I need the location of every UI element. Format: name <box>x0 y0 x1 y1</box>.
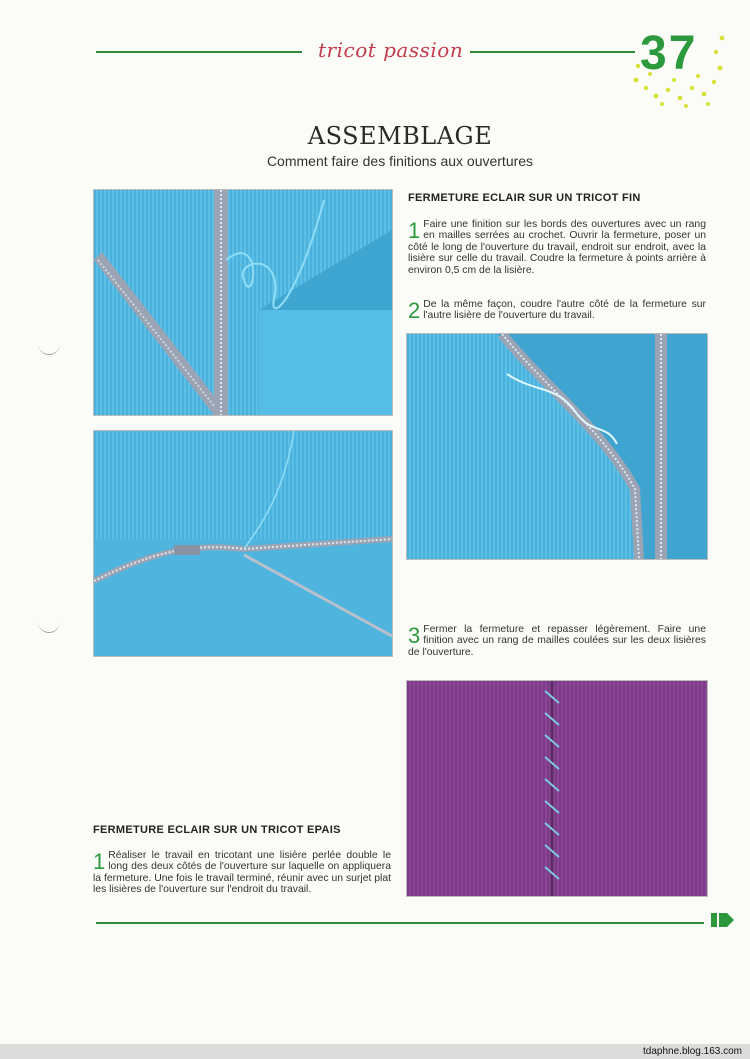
step-fin-2 <box>408 299 706 322</box>
page-number: 37 <box>640 27 698 80</box>
header-rule-right <box>470 51 635 53</box>
step-text: Faire une finition sur les bords des ouvertures avec un rang en mailles serrées au crochet. Ouvrir la fermeture, poser un côté le long de l'ouverture du travail, endroit sur endroit, avec la lisière sur celle du travail. Coudre la fermeture à points arrière à environ 0,5 cm de la lisière. <box>408 219 706 276</box>
step-number: 3 <box>408 623 421 648</box>
step-text: De la même façon, coudre l'autre côté de la fermeture sur l'autre lisière de l'ouverture du travail. <box>423 299 706 322</box>
step-number: 1 <box>93 849 106 874</box>
footer-rule <box>96 922 704 924</box>
photo-zip-step2 <box>406 333 708 560</box>
zip-illustration-3 <box>407 334 707 559</box>
step-fin-1 <box>408 219 706 276</box>
photo-zip-step1 <box>93 189 393 416</box>
zip-illustration-1 <box>94 190 392 415</box>
next-page-arrow-icon[interactable] <box>711 910 735 930</box>
header-rule-left <box>96 51 302 53</box>
step-epais-1 <box>93 850 391 896</box>
binder-hole-top <box>38 340 60 355</box>
photo-zip-hook <box>93 430 393 657</box>
binder-hole-bottom <box>38 618 60 633</box>
section-heading-fin: FERMETURE ECLAIR SUR UN TRICOT FIN <box>408 192 641 204</box>
step-text: Réaliser le travail en tricotant une lisière perlée double le long des deux côtés de l'ouverture sur laquelle on appliquera la fermeture. Une fois le travail terminé, réunir avec un surjet plat les lisières de l'ouverture sur l'endroit du travail. <box>93 850 391 896</box>
step-text: Fermer la fermeture et repasser légèrement. Faire une finition avec un rang de mailles coulées sur les deux lisières de l'ouverture. <box>408 624 706 658</box>
brand-title: tricot passion <box>318 38 464 62</box>
page-title: ASSEMBLAGE <box>307 122 493 150</box>
watermark: tdaphne.blog.163.com <box>643 1046 742 1057</box>
step-fin-3 <box>408 624 706 658</box>
seam-illustration <box>407 681 707 896</box>
step-number: 1 <box>408 218 421 243</box>
zip-illustration-2 <box>94 431 392 656</box>
step-number: 2 <box>408 298 421 323</box>
photo-purple-seam <box>406 680 708 897</box>
section-heading-epais: FERMETURE ECLAIR SUR UN TRICOT EPAIS <box>93 824 341 836</box>
page-subtitle: Comment faire des finitions aux ouvertures <box>266 153 534 169</box>
footer-bar <box>0 1044 750 1059</box>
